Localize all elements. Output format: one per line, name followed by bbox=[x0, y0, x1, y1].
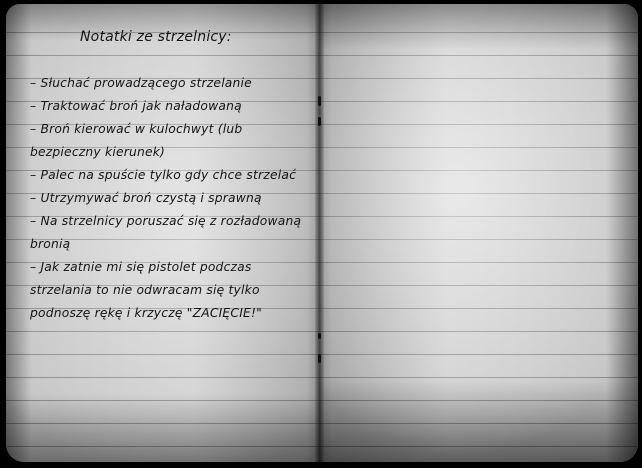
binding-stitch bbox=[318, 117, 321, 126]
note-item: – Utrzymywać broń czystą i sprawną bbox=[30, 191, 262, 205]
notes-title: Notatki ze strzelnicy: bbox=[80, 29, 232, 45]
right-page bbox=[319, 4, 638, 462]
binding-stitch bbox=[318, 96, 321, 106]
note-item: – Palec na spuście tylko gdy chce strzelać bbox=[30, 168, 297, 182]
note-item: – Broń kierować w kulochwyt (lub bezpieczny kierunek) bbox=[30, 122, 243, 159]
binding-stitch bbox=[318, 354, 321, 363]
blank-line bbox=[30, 49, 316, 72]
open-notebook bbox=[6, 4, 638, 462]
note-item: – Słuchać prowadzącego strzelanie bbox=[30, 76, 252, 90]
note-item: – Traktować broń jak naładowaną bbox=[30, 99, 242, 113]
notebook-spine bbox=[315, 4, 324, 462]
handwritten-notes bbox=[30, 26, 316, 325]
notes-list bbox=[30, 72, 316, 325]
note-item: – Na strzelnicy poruszać się z rozładowaną bronią bbox=[30, 214, 302, 251]
note-item: – Jak zatnie mi się pistolet podczas strzelania to nie odwracam się tylko podnoszę rękę i krzyczę "ZACIĘCIE!" bbox=[30, 260, 262, 320]
binding-stitch bbox=[318, 333, 321, 339]
